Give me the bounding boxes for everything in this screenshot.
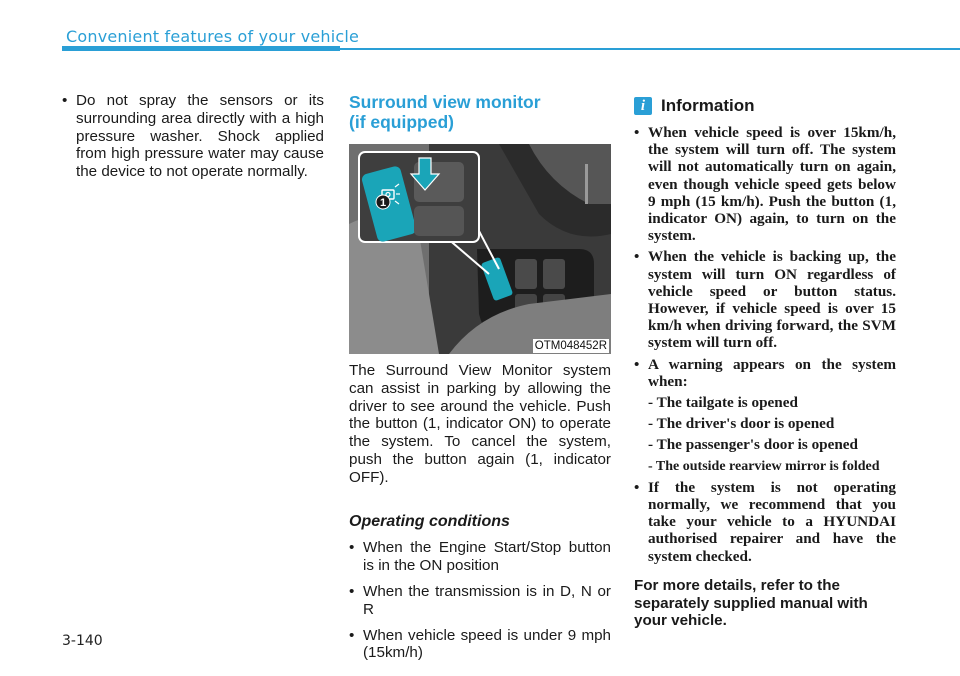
condition-text: When the transmission is in D, N or R — [363, 582, 611, 618]
bullet-dot: • — [634, 355, 640, 373]
figure-code: OTM048452R — [534, 340, 607, 352]
bullet-dot: • — [349, 626, 355, 644]
list-item — [634, 479, 896, 565]
list-item — [349, 539, 611, 575]
operating-conditions-heading: Operating conditions — [349, 512, 510, 530]
bullet-dot: • — [349, 539, 355, 557]
page-number: 3-140 — [62, 633, 103, 649]
left-column — [62, 92, 324, 189]
list-item — [62, 92, 324, 181]
list-item — [349, 627, 611, 663]
warning-item: - The tailgate is opened — [648, 394, 798, 412]
warning-item: - The outside rearview mirror is folded — [648, 458, 880, 474]
section-header-title: Convenient features of your vehicle — [66, 27, 360, 46]
page-title — [349, 92, 611, 132]
callout-number: 1 — [379, 197, 387, 209]
svm-button-figure — [349, 144, 611, 354]
svm-description: The Surround View Monitor system can assist in parking by allowing the driver to see around the vehicle. Push the button (1, indicator ON) to operate the system. To cancel the system, push the button again (1, indicator OFF). — [349, 362, 611, 486]
svm-title-qualifier: (if equipped) — [349, 112, 454, 132]
more-details-note: For more details, refer to the separately supplied manual with your vehicle. — [634, 576, 868, 630]
bullet-dot: • — [634, 248, 640, 266]
condition-text: When the Engine Start/Stop button is in the ON position — [363, 539, 611, 575]
list-item — [634, 124, 896, 244]
pressure-washer-caution: Do not spray the sensors or its surrounding area directly with a high pressure washer. Shock applied from high pressure water may cause the device to not operate normally. — [76, 92, 324, 181]
info-text: When vehicle speed is over 15km/h, the system will turn off. The system will not automatically turn on again, even though vehicle speed gets below 9 mph (15 km/h). Push the button (1, indicator ON) again, to turn on the system. — [648, 124, 896, 245]
condition-text: When vehicle speed is under 9 mph (15km/h) — [363, 626, 611, 662]
header-rule-thin — [340, 48, 960, 50]
svm-title: Surround view monitor — [349, 92, 541, 112]
bullet-dot: • — [349, 582, 355, 600]
bullet-dot: • — [634, 478, 640, 496]
list-item — [349, 583, 611, 619]
info-text: A warning appears on the system when: — [648, 355, 896, 390]
bullet-dot: • — [62, 92, 68, 109]
info-text: When the vehicle is backing up, the system will turn ON regardless of vehicle speed or button status. However, if vehicle speed is over 15 km/h when driving forward, the SVM system will turn off. — [648, 248, 896, 352]
info-text: If the system is not operating normally, we recommend that you take your vehicle to a HYUNDAI authorised repairer and have the system checked. — [648, 478, 896, 565]
warning-item: - The passenger's door is opened — [648, 436, 858, 454]
console-illustration — [349, 144, 611, 354]
middle-column — [349, 92, 611, 670]
header-rule-thick — [62, 46, 340, 51]
information-box — [634, 96, 896, 630]
list-item — [634, 356, 896, 390]
list-item — [634, 248, 896, 351]
information-title: Information — [661, 96, 755, 115]
bullet-dot: • — [634, 124, 640, 141]
info-icon: i — [634, 97, 652, 115]
information-header — [634, 96, 896, 116]
warning-item: - The driver's door is opened — [648, 415, 835, 433]
